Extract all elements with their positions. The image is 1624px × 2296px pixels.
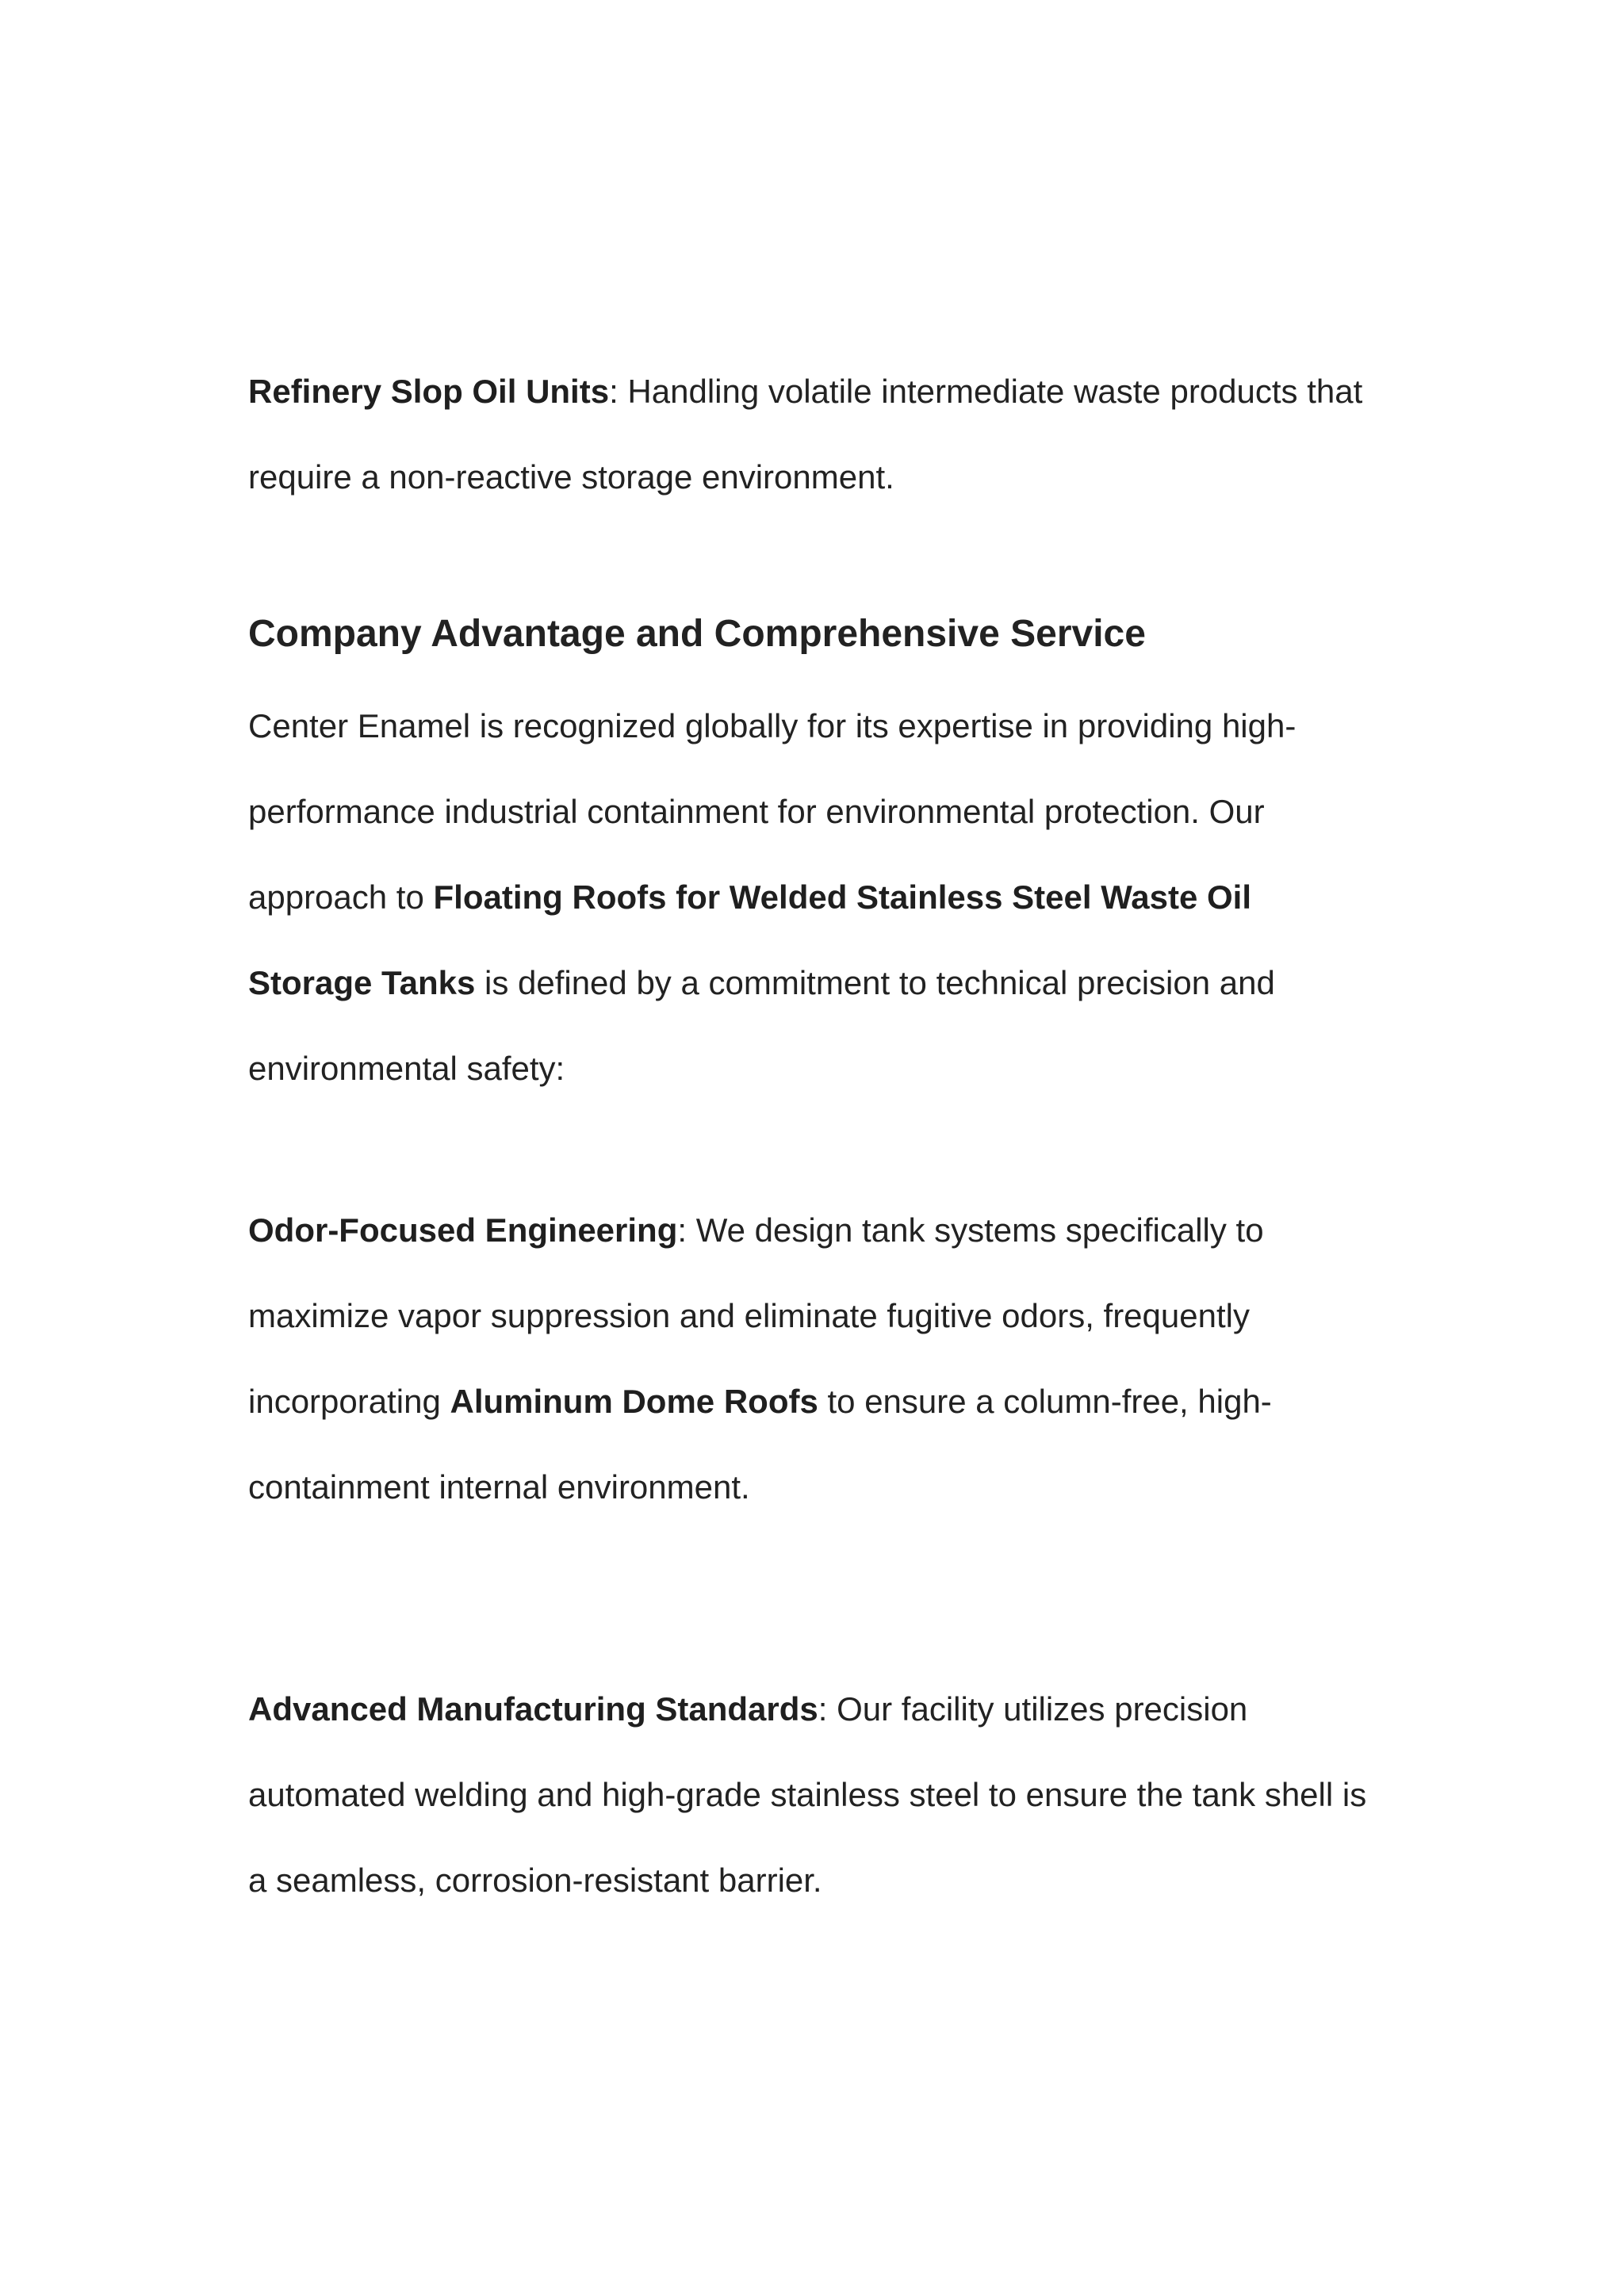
manufacturing-term: Advanced Manufacturing Standards [248, 1690, 818, 1728]
intro-text-2: is defined by a commitment to technical precision and environmental safety: [248, 964, 1275, 1087]
slop-oil-description: : Handling volatile intermediate waste products that require a non-reactive storage environment. [248, 373, 1363, 496]
manufacturing-paragraph [248, 1667, 1374, 1923]
slop-oil-paragraph [248, 349, 1374, 520]
slop-oil-term: Refinery Slop Oil Units [248, 373, 610, 410]
aluminum-dome-term: Aluminum Dome Roofs [450, 1383, 818, 1420]
intro-text-1: Center Enamel is recognized globally for its expertise in providing high-performance industrial containment for environmental protection. Our approach to [248, 707, 1297, 916]
intro-product-term: Floating Roofs for Welded Stainless Steel Waste Oil Storage Tanks [248, 878, 1252, 1001]
odor-text-2: to ensure a column-free, high-containment internal environment. [248, 1383, 1272, 1506]
odor-term: Odor-Focused Engineering [248, 1211, 678, 1249]
manufacturing-description: : Our facility utilizes precision automated welding and high-grade stainless steel to ensure the tank shell is a seamless, corrosion-resistant barrier. [248, 1690, 1367, 1899]
document-content [248, 349, 1374, 1923]
company-intro-paragraph [248, 683, 1374, 1112]
odor-paragraph [248, 1188, 1374, 1530]
section-heading: Company Advantage and Comprehensive Service [248, 613, 1146, 655]
odor-text-1: : We design tank systems specifically to maximize vapor suppression and eliminate fugitive odors, frequently incorporating [248, 1211, 1264, 1420]
